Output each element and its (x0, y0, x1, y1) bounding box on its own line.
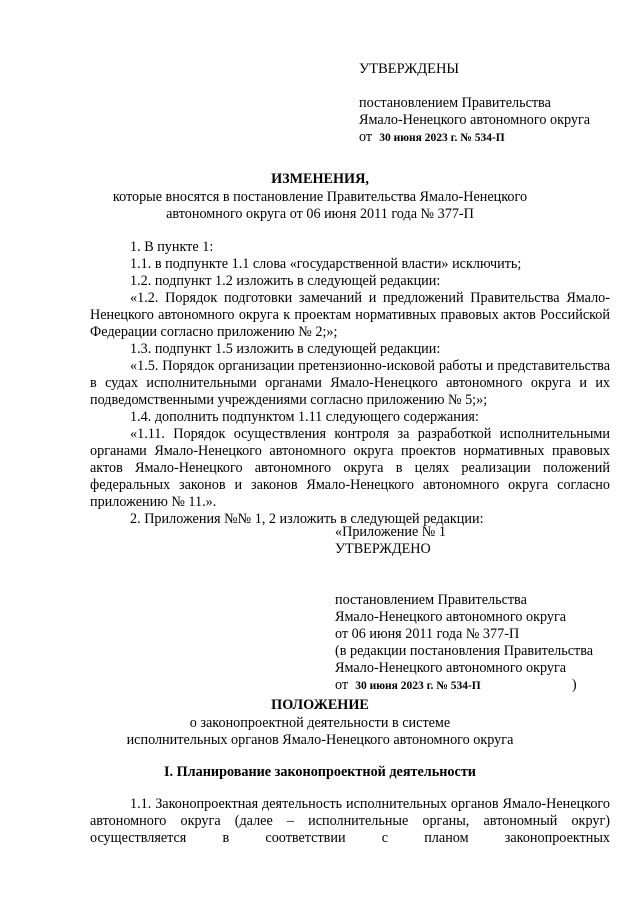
paragraph: «1.11. Порядок осуществления контроля за разработкой исполнительными органами Ямало-Ненецкого автономного округа проектов нормативных правовых актов Ямало-Ненецкого автономного округа в целях реализации положений федеральных законов и законов Ямало-Ненецкого автономного округа согласно приложению № 11.». (90, 426, 610, 510)
appendix-number: «Приложение № 1 (335, 524, 446, 540)
appendix-decree-line-3: от 06 июня 2011 года № 377-П (335, 626, 520, 642)
appendix-header (335, 524, 625, 695)
paragraph: 1. В пункте 1: (130, 239, 214, 255)
appendix-from: от (335, 677, 349, 693)
decree-line-1: постановлением Правительства (359, 95, 551, 111)
changes-subtitle-1: которые вносятся в постановление Правительства Ямало-Ненецкого (112, 189, 528, 205)
appendix-date: 30 июня 2023 г. № 534-П (355, 680, 481, 692)
paragraph: «1.2. Порядок подготовки замечаний и предложений Правительства Ямало-Ненецкого автономного округа к проектам нормативных правовых актов Российской Федерации согласно приложению № 2;»; (90, 290, 610, 340)
appendix-approved: УТВЕРЖДЕНО (335, 541, 431, 557)
approval-stamp-title: УТВЕРЖДЕНЫ (359, 61, 460, 77)
decree-date: 30 июня 2023 г. № 534-П (379, 132, 505, 144)
approval-decree-block (359, 95, 629, 147)
decree-date-line (359, 129, 629, 147)
paragraph: 1.3. подпункт 1.5 изложить в следующей редакции: (130, 341, 441, 357)
section-title: I. Планирование законопроектной деятельности (164, 764, 476, 780)
regulation-body (90, 796, 610, 847)
decree-line-2: Ямало-Ненецкого автономного округа (359, 112, 591, 128)
regulation-subtitle-1: о законопроектной деятельности в системе (189, 715, 451, 731)
regulation-title: ПОЛОЖЕНИЕ (271, 697, 369, 713)
changes-title: ИЗМЕНЕНИЯ, (271, 171, 369, 187)
changes-body (90, 239, 610, 528)
appendix-decree-line-5: Ямало-Ненецкого автономного округа (335, 660, 567, 676)
appendix-decree-line-2: Ямало-Ненецкого автономного округа (335, 609, 567, 625)
paragraph: 1.1. в подпункте 1.1 слова «государственной власти» исключить; (130, 256, 522, 272)
paragraph: 1.1. Законопроектная деятельность исполнительных органов Ямало-Ненецкого автономного округа (далее – исполнительные органы, автономный округ) осуществляется в соответствии с планом законопроектных (90, 796, 610, 846)
decree-from: от (359, 129, 373, 145)
appendix-decree-line-4: (в редакции постановления Правительства (335, 643, 594, 659)
regulation-subtitle-2: исполнительных органов Ямало-Ненецкого автономного округа (126, 732, 514, 748)
appendix-decree-line-1: постановлением Правительства (335, 592, 527, 608)
paragraph: «1.5. Порядок организации претензионно-исковой работы и представительства в судах исполнительными органами Ямало-Ненецкого автономного округа и их подведомственными учреждениями согласно приложению № 5;»; (90, 358, 610, 408)
changes-subtitle-2: автономного округа от 06 июня 2011 года № 377-П (166, 206, 474, 222)
paragraph: 1.4. дополнить подпунктом 1.11 следующего содержания: (130, 409, 479, 425)
appendix-date-line (335, 677, 625, 695)
paragraph: 2. Приложения №№ 1, 2 изложить в следующей редакции: (130, 511, 484, 527)
paragraph: 1.2. подпункт 1.2 изложить в следующей редакции: (130, 273, 441, 289)
appendix-close-paren: ) (571, 677, 577, 693)
